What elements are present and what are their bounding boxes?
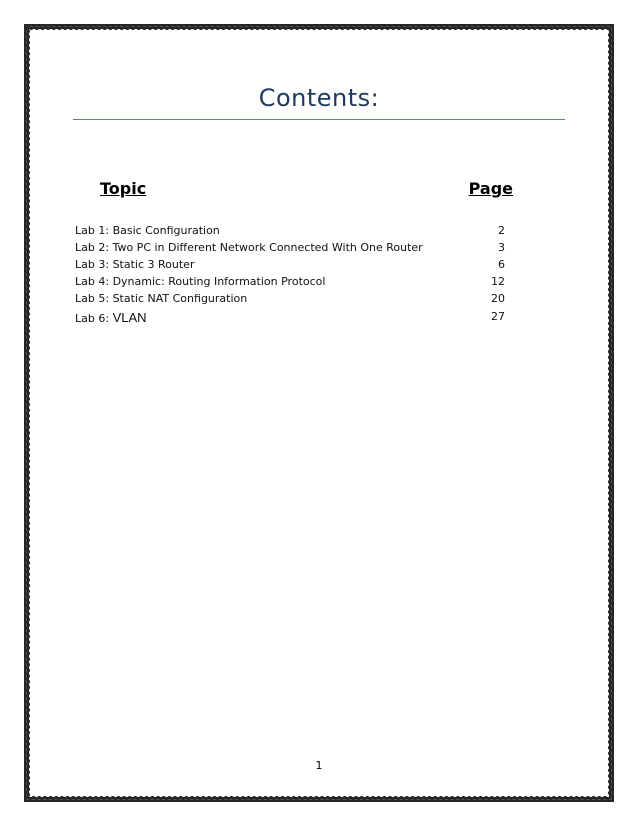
toc-entry[interactable] xyxy=(75,310,505,330)
toc-entry-label: Lab 1: Basic Configuration xyxy=(75,224,220,237)
toc-entry[interactable] xyxy=(75,224,505,241)
title-underline xyxy=(73,119,565,120)
toc-entry-label: Lab 3: Static 3 Router xyxy=(75,258,195,271)
page-title: Contents: xyxy=(258,84,380,112)
toc-entry-label: Lab 4: Dynamic: Routing Information Protocol xyxy=(75,275,326,288)
toc-entry-page: 12 xyxy=(491,275,505,288)
toc-entry-label: Lab 2: Two PC in Different Network Connected With One Router xyxy=(75,241,423,254)
toc-entry[interactable] xyxy=(75,258,505,275)
toc-entry-page: 20 xyxy=(491,292,505,305)
toc-entry-label: Lab 6: VLAN xyxy=(75,310,147,325)
toc-entry-label: Lab 5: Static NAT Configuration xyxy=(75,292,248,305)
toc-entry[interactable] xyxy=(75,241,505,258)
toc-entry-page: 2 xyxy=(498,224,505,237)
toc-entry[interactable] xyxy=(75,292,505,309)
toc-entry[interactable] xyxy=(75,275,505,292)
toc-entry-page: 3 xyxy=(498,241,505,254)
table-of-contents xyxy=(75,224,505,330)
page-number: 1 xyxy=(315,759,323,772)
page-column-header: Page xyxy=(468,179,513,198)
topic-column-header: Topic xyxy=(100,179,147,198)
toc-entry-page: 6 xyxy=(498,258,505,271)
page-border xyxy=(24,24,614,802)
toc-entry-page: 27 xyxy=(491,310,505,323)
